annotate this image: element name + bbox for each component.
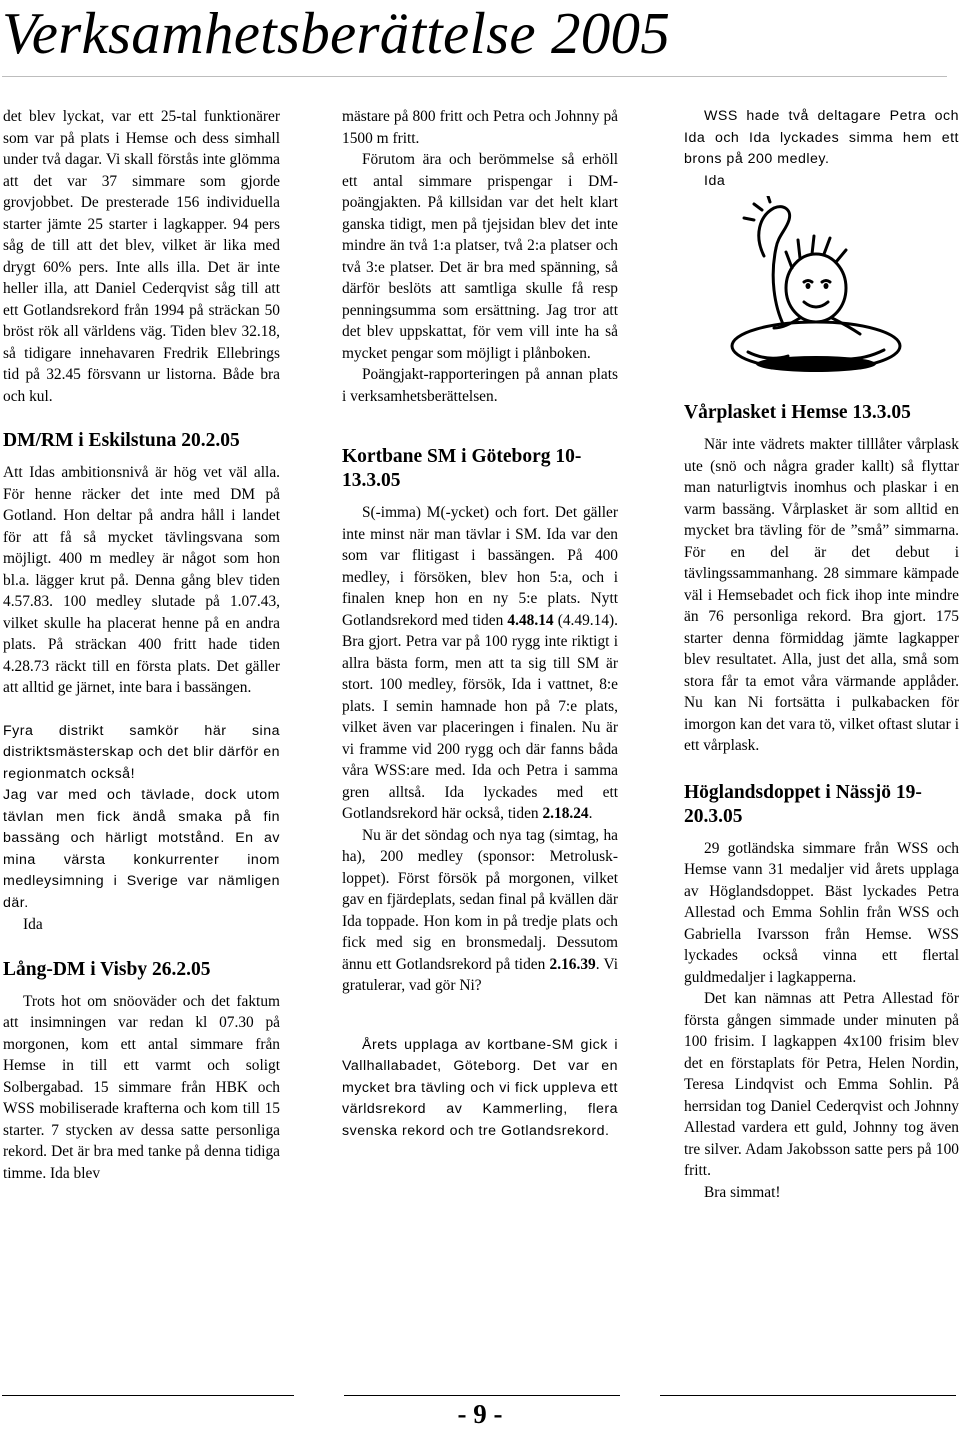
sm-text-2a: Nu är det söndag och nya tag (simtag, ha ha), 200 medley (sponsor: Metrolusk-loppet). Först försök på morgonen, vilket gav en fjärdeplats, sedan final på kvällen där Ida toppade. Hon kom in på tredje plats och fick med sig en bronsmedalj. Dessutom ännu ett Gotlandsrekord på tiden — [342, 826, 618, 973]
col3-signature: Ida — [704, 172, 726, 189]
col2-paragraph-2: Förutom ära och berömmelse så erhöll ett antal simmare prispengar i DM-poängjakten. På killsidan var det helt klart ganska tidigt, men på tjejsidan blev det inte mindre än två 1:a platser, två 2:a platser och två 3:e platser. Det är bra med spänning, så därför beslöts att samtliga skulle få resp penningsumma som ersättning. Jag tror att det blev uppskattat, för vem vill inte ha så mycket pengar som möjligt i plånboken. — [342, 151, 618, 362]
sm-time-1: 4.48.14 — [507, 611, 554, 629]
page-title: Verksamhetsberättelse 2005 — [2, 0, 671, 66]
swimmer-cartoon-icon — [704, 196, 904, 396]
dm-paragraph-3: Jag var med och tävlade, dock utom tävlan men fick ändå smaka på fin bassäng och härligt motstånd. En av mina värsta konkurrenter inom medleysimning i Sverige var nämligen där. — [3, 787, 280, 911]
sm-time-2: 2.18.24 — [542, 805, 589, 822]
sm-paragraph-2 — [342, 825, 618, 997]
col2-paragraph-3: Poängjakt-rapporteringen på annan plats i verksamhetsberättelsen. — [342, 366, 618, 405]
column-middle — [342, 106, 618, 1142]
dm-signature: Ida — [23, 916, 43, 933]
sm-text-2b: . Vi gratulerar, vad gör Ni? — [342, 955, 618, 994]
heading-dm-eskilstuna: DM/RM i Eskilstuna 20.2.05 — [3, 430, 240, 451]
sm-paragraph-3: Årets upplaga av kortbane-SM gick i Vallhallabadet, Göteborg. Det var en mycket bra tävling och vi fick uppleva ett världsrekord av Kammerling, flera svenska rekord och tre Gotlandsrekord. — [342, 1036, 618, 1139]
lang-paragraph-1: Trots hot om snöoväder och det faktum att insimningen var redan kl 07.30 på morgonen, kom ett antal simmare från Hemse in till ett varmt och soligt Solbergabad. 15 simmare från HBK och WSS mobiliserade krafterna och kom till 15 starter. 7 stycken av dessa satte personliga rekord. Det är bra med tanke på denna tidiga timme. Ida blev — [3, 992, 280, 1182]
hog-paragraph-3: Bra simmat! — [704, 1183, 781, 1201]
sm-text-1c: . — [588, 805, 593, 822]
sm-text-1a: S(-imma) M(-ycket) och fort. Det gäller inte minst när man tävlar i SM. Ida var den som var flitigast i bassängen. På 400 medley, i försöken, blev hon 5:a, och i finalen knep hon en ny 5:e plats. Nytt Gotlandsrekord med tiden — [342, 504, 618, 629]
column-left — [3, 106, 280, 1184]
heading-kortbane-sm: Kortbane SM i Göteborg 10-13.3.05 — [342, 446, 582, 491]
dm-paragraph-2: Fyra distrikt samkör här sina distriktsmästerskap och det blir därför en regionmatch också! — [3, 722, 280, 782]
heading-hoglandsdoppet: Höglandsdoppet i Nässjö 19-20.3.05 — [684, 781, 922, 827]
footer-rule-right — [660, 1395, 956, 1396]
swimmer-illustration — [684, 196, 959, 401]
footer-rule-middle — [344, 1395, 620, 1396]
title-divider — [2, 76, 947, 77]
hog-paragraph-2: Det kan nämnas att Petra Allestad för första gången simmade under minuten på 100 frisim. I lagkappen 4x100 frisim blev det en förstaplats för Petra, Helen Nordin, Teresa Lindqvist och Emma Sohlin. På herrsidan tog Daniel Cederqvist och Johnny Allestad vardera ett guld, Johnny tog även tre silver. Adam Jakobsson satte pers på 100 fritt. — [684, 990, 959, 1179]
intro-paragraph: det blev lyckat, var ett 25-tal funktionärer som var på plats i Hemse och dess simhall under två dagar. Vi skall förstås inte glömma att det var 37 simmare som gjorde grovjobbet. De presterade 156 individuella starter jämte 25 starter i lagkapper. 94 pers såg de till att det blev, vilket är lika med drygt 60% pers. Inte alls illa. Det är inte heller illa, att Daniel Cederqvist såg till att ett Gotlandsrekord från 1994 på sträckan 50 bröst rök all världens väg. Tiden blev 32.18, så tidigare innehavaren Fredrik Ellebrings tid på 32.45 försvann ur listorna. Både bra och kul. — [3, 108, 280, 405]
heading-varplasket: Vårplasket i Hemse 13.3.05 — [684, 402, 911, 423]
column-right — [684, 106, 959, 1203]
sm-paragraph-1 — [342, 502, 618, 825]
var-paragraph-1: När inte vädrets makter tilllåter vårplask ute (snö och några grader kallt) så flyttar man naturligtvis inomhus och plaskar i en varm bassäng. Vårplasket är som alltid en mycket bra tävling för de ”små” simmarna. För en del är det debut i tävlingssammanhang. 28 simmare kämpade väl i Hemsebadet och fick ihop inte mindre än 76 personliga rekord. Bra gjort. 175 starter denna förmiddag jämte lagkapper blev resultatet. Alla, just det alla, små som stora får ta emot våra värmande applåder. Nu kan Ni fortsätta i pulkabacken för imorgon kan det vara tö, vilket oftast slutar i ett vårplask. — [684, 436, 959, 754]
sm-time-3: 2.16.39 — [549, 955, 596, 973]
col2-paragraph-1: mästare på 800 fritt och Petra och Johnny på 1500 m fritt. — [342, 108, 618, 147]
sm-text-1b: (4.49.14). Bra gjort. Petra var på 100 rygg inte riktigt i allra bästa form, men att ta sig till SM är stort. 100 medley, försök, Ida i vattnet, 8:e plats. I semin hamnade hon på 7:e plats, vilket även var placeringen i finalen. Nu är vi framme vid 200 rygg och där fanns båda våra WSS:are med. Ida och Petra i samma gren alltså. Ida lyckades med ett Gotlandsrekord här också, tiden — [342, 611, 618, 822]
page-number: - 9 - — [457, 1399, 503, 1429]
col3-paragraph-1: WSS hade två deltagare Petra och Ida och Ida lyckades simma hem ett brons på 200 medley. — [684, 108, 959, 167]
footer-rule-left — [2, 1395, 294, 1396]
hog-paragraph-1: 29 gotländska simmare från WSS och Hemse vann 31 medaljer vid årets upplaga av Höglandsdoppet. Bäst lyckades Petra Allestad och Emma Sohlin från WSS och Gabriella Ivarsson från Hemse. WSS lyckades också vinna ett flertal guldmedaljer i lagkapperna. — [684, 839, 959, 986]
dm-paragraph-1: Att Idas ambitionsnivå är hög vet väl alla. För henne räcker det inte med DM på Gotland. Hon deltar på andra håll i landet för att få så mycket tävlingsvana som möjligt. 400 m medley är något som hon bl.a. lägger krut på. Denna gång blev tiden 4.57.83. 100 medley slutade på 1.07.43, vilket skulle ha placerat henne på en andra plats. På sträckan 400 fritt hade tiden 4.28.73 räckt till en första plats. Det gäller att alltid ge järnet, inte bara i bassängen. — [3, 464, 280, 696]
heading-lang-dm: Lång-DM i Visby 26.2.05 — [3, 958, 211, 980]
